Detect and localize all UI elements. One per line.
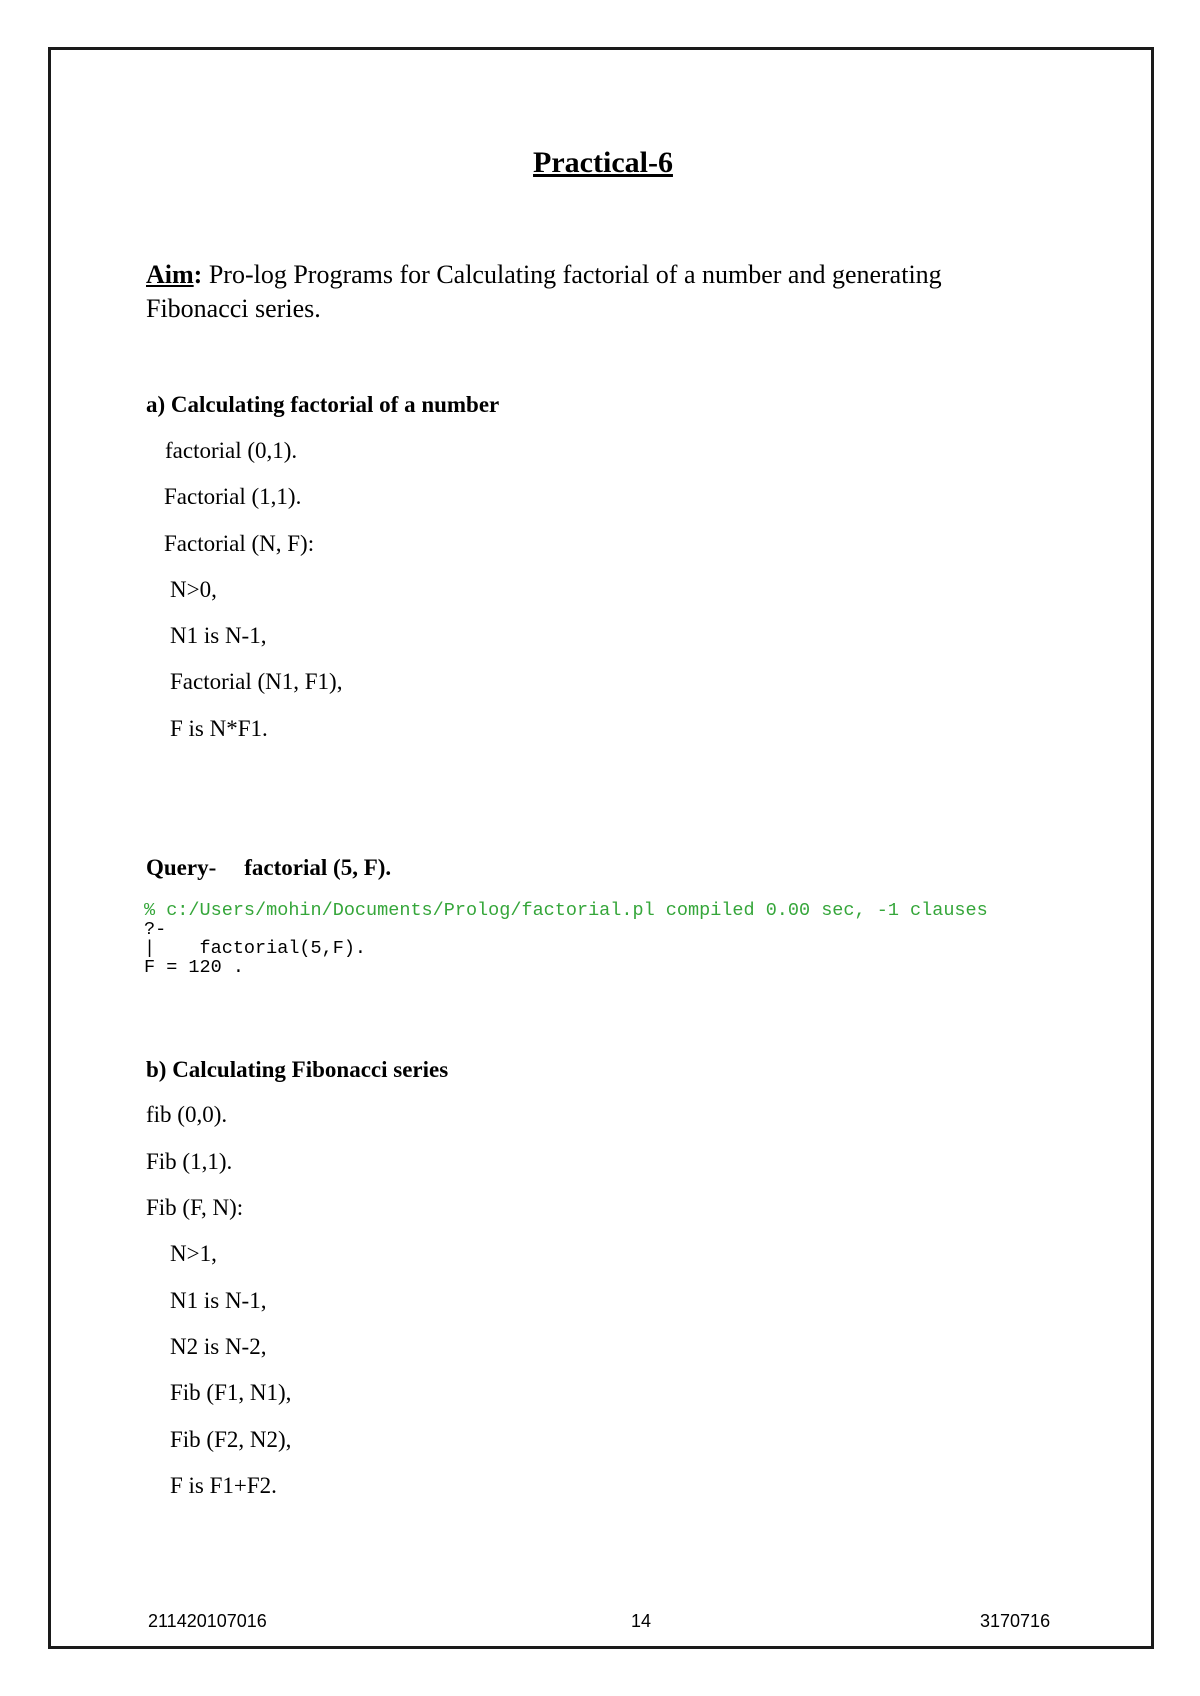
- aim-text: Pro-log Programs for Calculating factorial of a number and generating Fibonacci series.: [146, 260, 942, 323]
- code-line: N>1,: [170, 1241, 217, 1266]
- terminal-result: F = 120 .: [144, 957, 244, 978]
- code-line: Factorial (N, F):: [164, 531, 315, 556]
- code-line: F is N*F1.: [170, 716, 268, 741]
- code-line: Fib (F2, N2),: [170, 1427, 292, 1452]
- footer-page-number: 14: [631, 1611, 652, 1631]
- code-line: Factorial (1,1).: [164, 484, 302, 509]
- code-line: Fib (F1, N1),: [170, 1380, 292, 1405]
- aim-paragraph: [146, 258, 1046, 326]
- code-line: N2 is N-2,: [170, 1334, 267, 1359]
- section-a-heading: a) Calculating factorial of a number: [146, 392, 500, 417]
- footer-enrollment-number: 211420107016: [148, 1611, 267, 1631]
- terminal-input: | factorial(5,F).: [144, 938, 367, 959]
- code-line: N1 is N-1,: [170, 1288, 267, 1313]
- terminal-compiled-line: % c:/Users/mohin/Documents/Prolog/factorial.pl compiled 0.00 sec, -1 clauses: [144, 900, 988, 921]
- query-text: factorial (5, F).: [244, 855, 392, 880]
- code-line: Factorial (N1, F1),: [170, 669, 343, 694]
- code-line: Fib (F, N):: [146, 1195, 244, 1220]
- code-line: F is F1+F2.: [170, 1473, 277, 1498]
- code-line: fib (0,0).: [146, 1102, 228, 1127]
- section-b-heading: b) Calculating Fibonacci series: [146, 1057, 449, 1082]
- query-line: [146, 855, 391, 881]
- query-label: Query-: [146, 855, 217, 880]
- code-line: N1 is N-1,: [170, 623, 267, 648]
- page-title: Practical-6: [533, 146, 673, 179]
- aim-colon: :: [193, 260, 203, 289]
- code-line: N>0,: [170, 577, 217, 602]
- aim-label: Aim: [146, 260, 194, 289]
- footer-subject-code: 3170716: [980, 1611, 1051, 1631]
- code-line: Fib (1,1).: [146, 1149, 233, 1174]
- code-line: factorial (0,1).: [165, 438, 298, 463]
- terminal-prompt: ?-: [144, 919, 167, 940]
